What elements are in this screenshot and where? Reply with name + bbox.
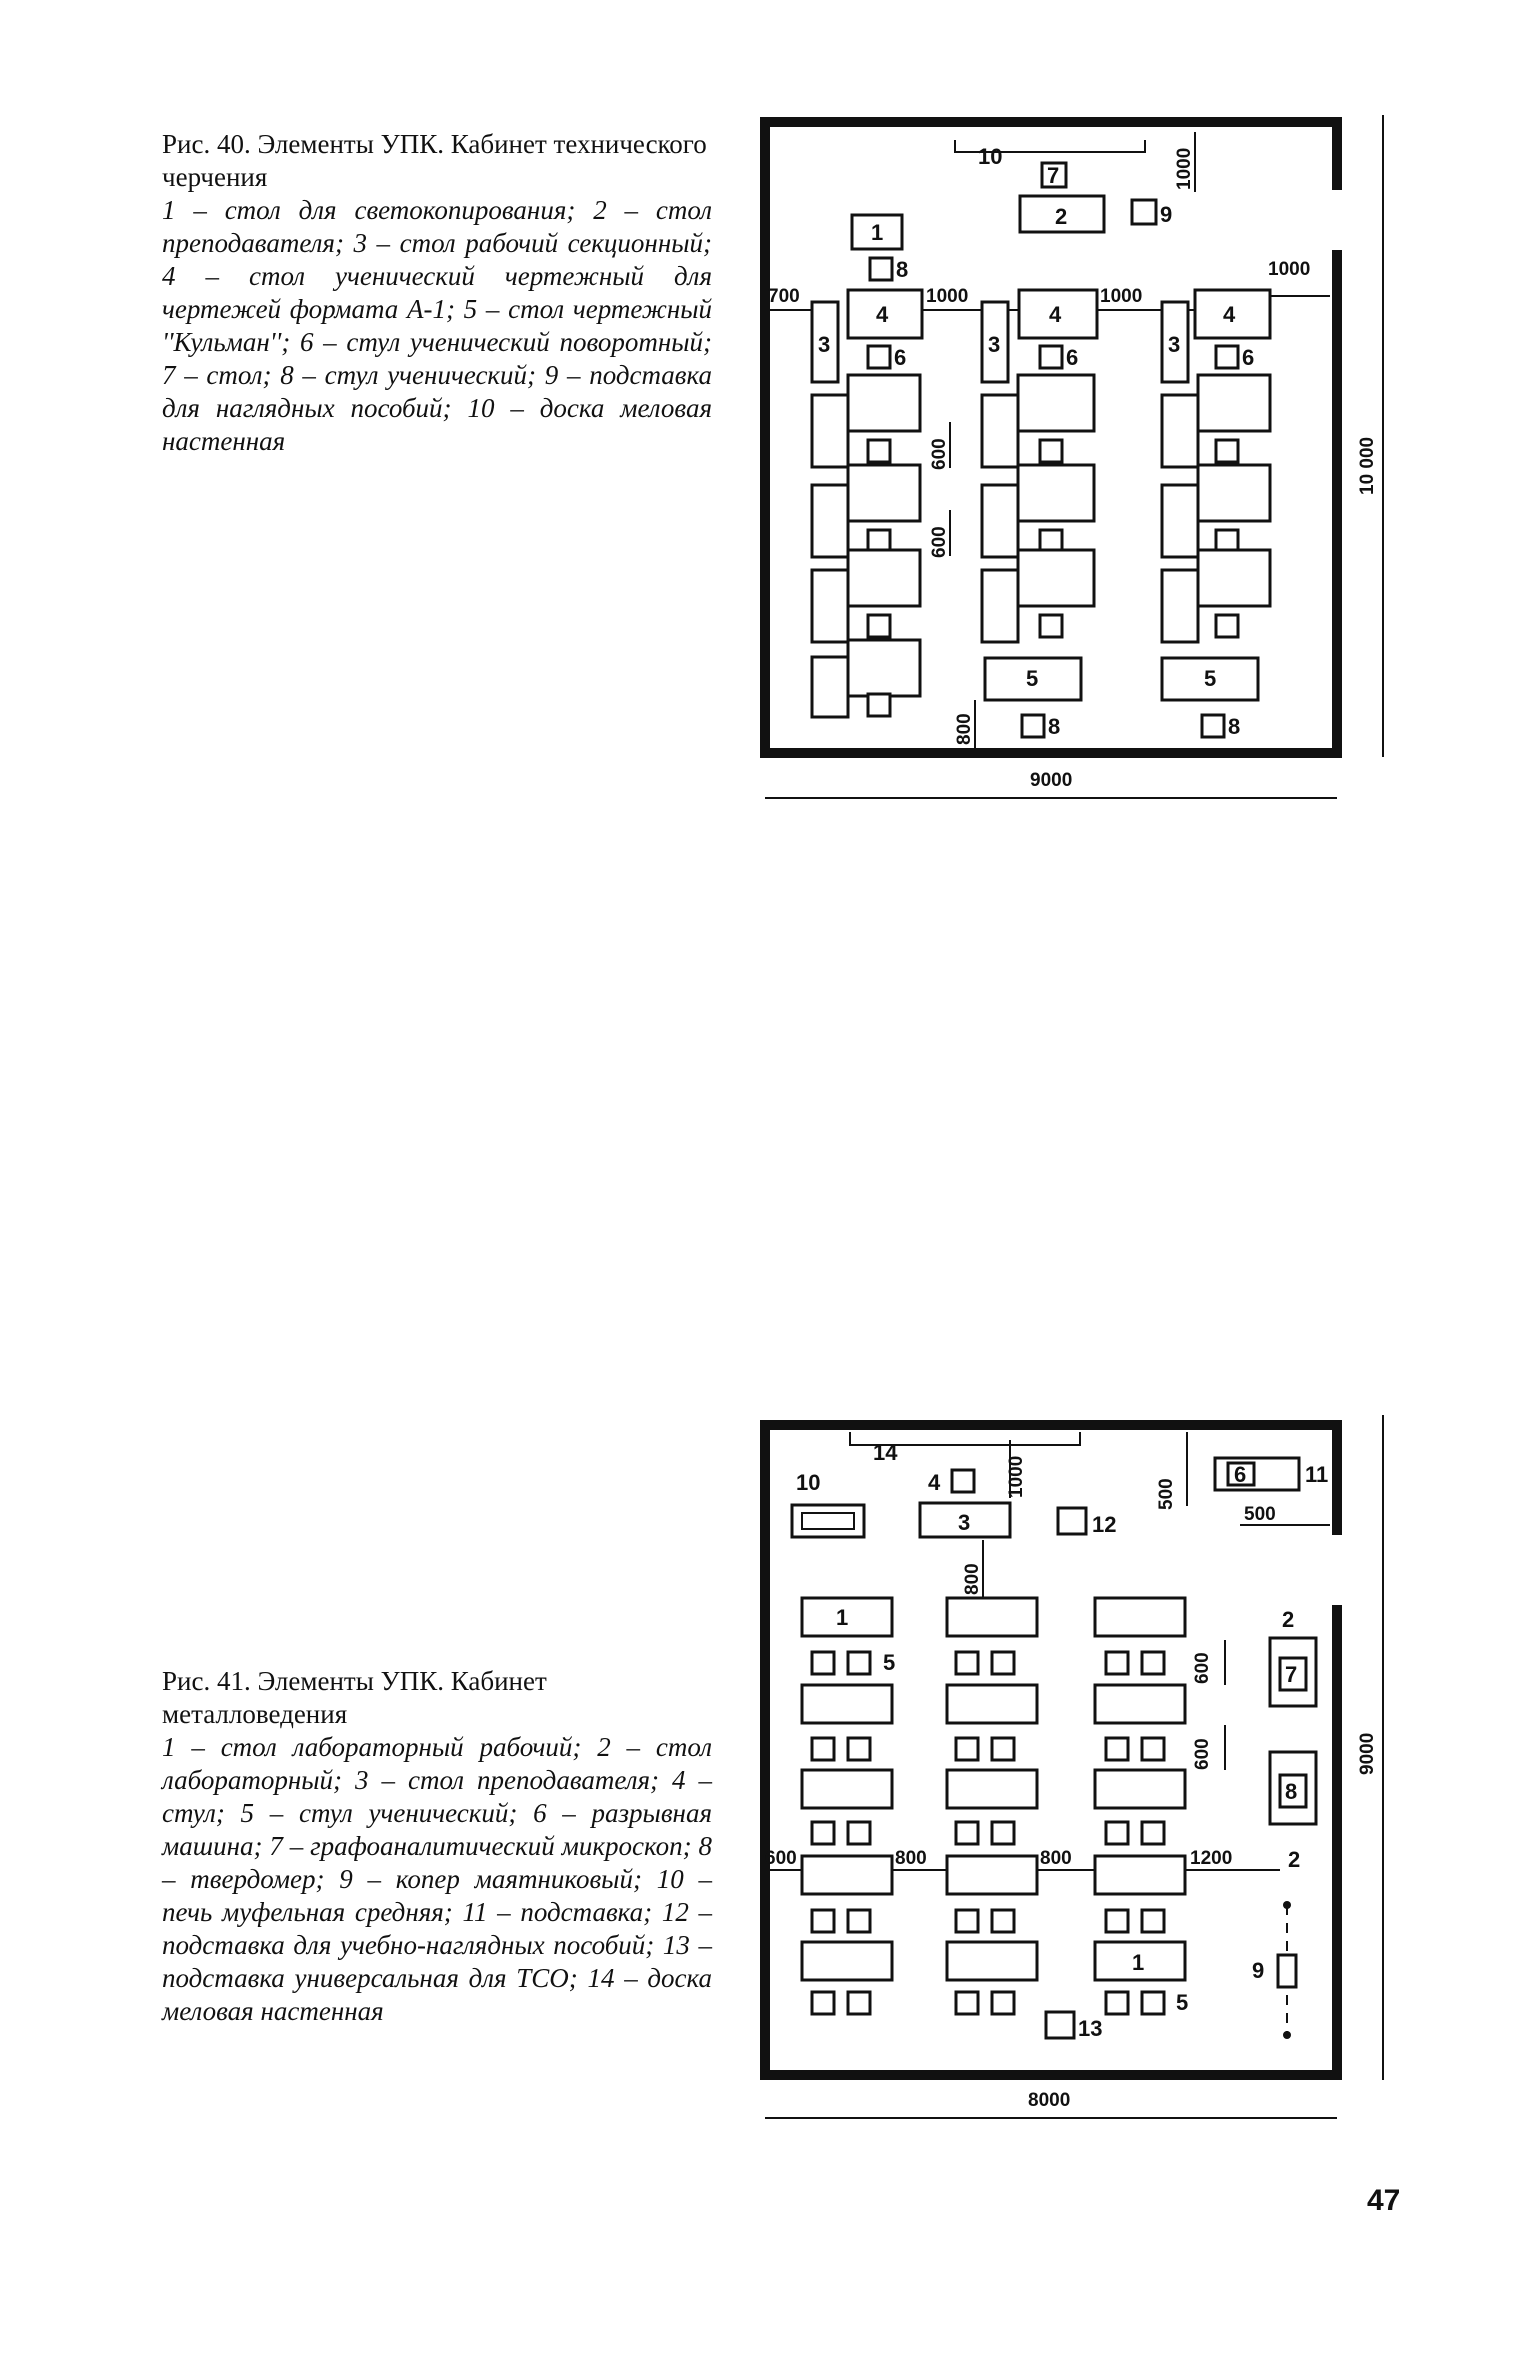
fig40-label-6: 6 [894, 345, 907, 370]
fig41-dim-800-v: 800 [962, 1563, 983, 1595]
fig40-label-5: 5 [1204, 666, 1217, 691]
fig41-dim-1000: 1000 [1006, 1455, 1027, 1498]
fig41-dim-height: 9000 [1357, 1732, 1378, 1775]
fig40-label-4: 4 [876, 302, 889, 327]
fig40-legend: 1 – стол для светокопирования; 2 – стол преподавателя; 3 – стол рабочий секционный; 4 – стол ученический чертежный для чертежей формата А-1; 5 – стол чертежный ''Кульман''; 6 – стул ученический поворотный; 7 – стол; 8 – стул ученический; 9 – подставка для наглядных пособий; 10 – доска меловая настенная [162, 195, 712, 456]
fig40-chair-8 [1022, 715, 1044, 737]
fig41-dim-600-h: 600 [765, 1848, 797, 1869]
fig40-stand-9 [1132, 200, 1156, 224]
fig41-dim-width: 8000 [1028, 2090, 1071, 2111]
fig41-label-2: 2 [1288, 1847, 1301, 1872]
fig40-dim-800: 800 [954, 713, 975, 745]
fig41-lab-tables [802, 1598, 1185, 2014]
fig40-label-3: 3 [818, 332, 831, 357]
fig41-label-5: 5 [1176, 1990, 1189, 2015]
fig41-dim-800-b: 800 [1040, 1848, 1072, 1869]
fig41-label-6: 6 [1234, 1462, 1247, 1487]
page-number: 47 [1367, 2184, 1401, 2217]
fig41-label-14: 14 [873, 1440, 898, 1465]
fig41-dim-600-v-a: 600 [1192, 1652, 1213, 1684]
fig40-dim-width: 9000 [1030, 770, 1073, 791]
fig40-chair-6 [1040, 346, 1062, 368]
fig41-stand-13 [1046, 2012, 1074, 2038]
fig41-dim-500-h: 500 [1244, 1504, 1276, 1525]
fig41-label-11: 11 [1305, 1462, 1329, 1487]
fig40-label-9: 9 [1160, 202, 1173, 227]
fig41-dim-800-a: 800 [895, 1848, 927, 1869]
fig40-chair-6 [868, 346, 890, 368]
fig41-label-10: 10 [796, 1470, 821, 1495]
fig41-legend: 1 – стол лабораторный рабочий; 2 – стол лабораторный; 3 – стол преподавателя; 4 – стул; 5 – стул ученический; 6 – разрывная машина; 7 – графоаналитический микроскоп; 8 – твердомер; 9 – копер маятниковый; 10 – печь муфельная средняя; 11 – подставка; 12 – подставка для учебно-наглядных пособий; 13 – подставка универсальная для ТСО; 14 – доска меловая настенная [162, 1732, 712, 2026]
fig40-label-3: 3 [988, 332, 1001, 357]
fig40-label-8: 8 [1048, 714, 1061, 739]
fig40-label-2: 2 [1055, 204, 1068, 229]
fig41-label-5: 5 [883, 1650, 896, 1675]
fig40-label-10: 10 [978, 144, 1003, 169]
fig40-dim-1000-b: 1000 [1100, 286, 1143, 307]
fig41-label-3: 3 [958, 1510, 971, 1535]
fig41-label-1: 1 [1132, 1950, 1145, 1975]
fig41-label-13: 13 [1078, 2016, 1103, 2041]
fig40-dim-1000-c: 1000 [1268, 259, 1311, 280]
fig41-label-12: 12 [1092, 1512, 1117, 1537]
fig41-stand-12 [1058, 1508, 1086, 1534]
fig41-label-2: 2 [1282, 1607, 1295, 1632]
fig40-label-6: 6 [1242, 345, 1255, 370]
fig41-dim-500-v: 500 [1156, 1478, 1177, 1510]
fig40-dim-height: 10 000 [1357, 436, 1378, 495]
fig40-label-6: 6 [1066, 345, 1079, 370]
fig41-chair-4 [952, 1470, 974, 1492]
fig41-label-8: 8 [1285, 1779, 1298, 1804]
fig40-label-7: 7 [1047, 163, 1060, 188]
fig41-dim-600-v-b: 600 [1192, 1738, 1213, 1770]
fig40-label-8: 8 [896, 257, 909, 282]
fig40-dim-700: 700 [768, 286, 800, 307]
fig40-dim-1000-top: 1000 [1174, 147, 1195, 190]
fig40-chair-8 [1202, 715, 1224, 737]
fig40-label-1: 1 [871, 220, 884, 245]
fig40-dim-600-a: 600 [929, 438, 950, 470]
fig40-label-4: 4 [1223, 302, 1236, 327]
fig40-title: Рис. 40. Элементы УПК. Кабинет технического черчения [162, 129, 707, 192]
fig40-chair-6 [1216, 346, 1238, 368]
fig41-label-1: 1 [836, 1605, 849, 1630]
fig41-title: Рис. 41. Элементы УПК. Кабинет металловедения [162, 1666, 547, 1729]
fig40-label-4: 4 [1049, 302, 1062, 327]
fig40-plan [765, 115, 1383, 798]
fig40-label-3: 3 [1168, 332, 1181, 357]
fig40-label-8: 8 [1228, 714, 1241, 739]
fig40-dim-600-b: 600 [929, 526, 950, 558]
fig41-plan [765, 1415, 1383, 2118]
fig40-chair-8 [870, 258, 892, 280]
fig41-pendulum-tester [1278, 1955, 1296, 1987]
fig41-label-7: 7 [1285, 1662, 1298, 1687]
fig40-dim-1000-a: 1000 [926, 286, 969, 307]
fig41-label-9: 9 [1252, 1958, 1265, 1983]
fig40-label-5: 5 [1026, 666, 1039, 691]
fig41-dim-1200: 1200 [1190, 1848, 1233, 1869]
fig41-label-4: 4 [928, 1470, 941, 1495]
